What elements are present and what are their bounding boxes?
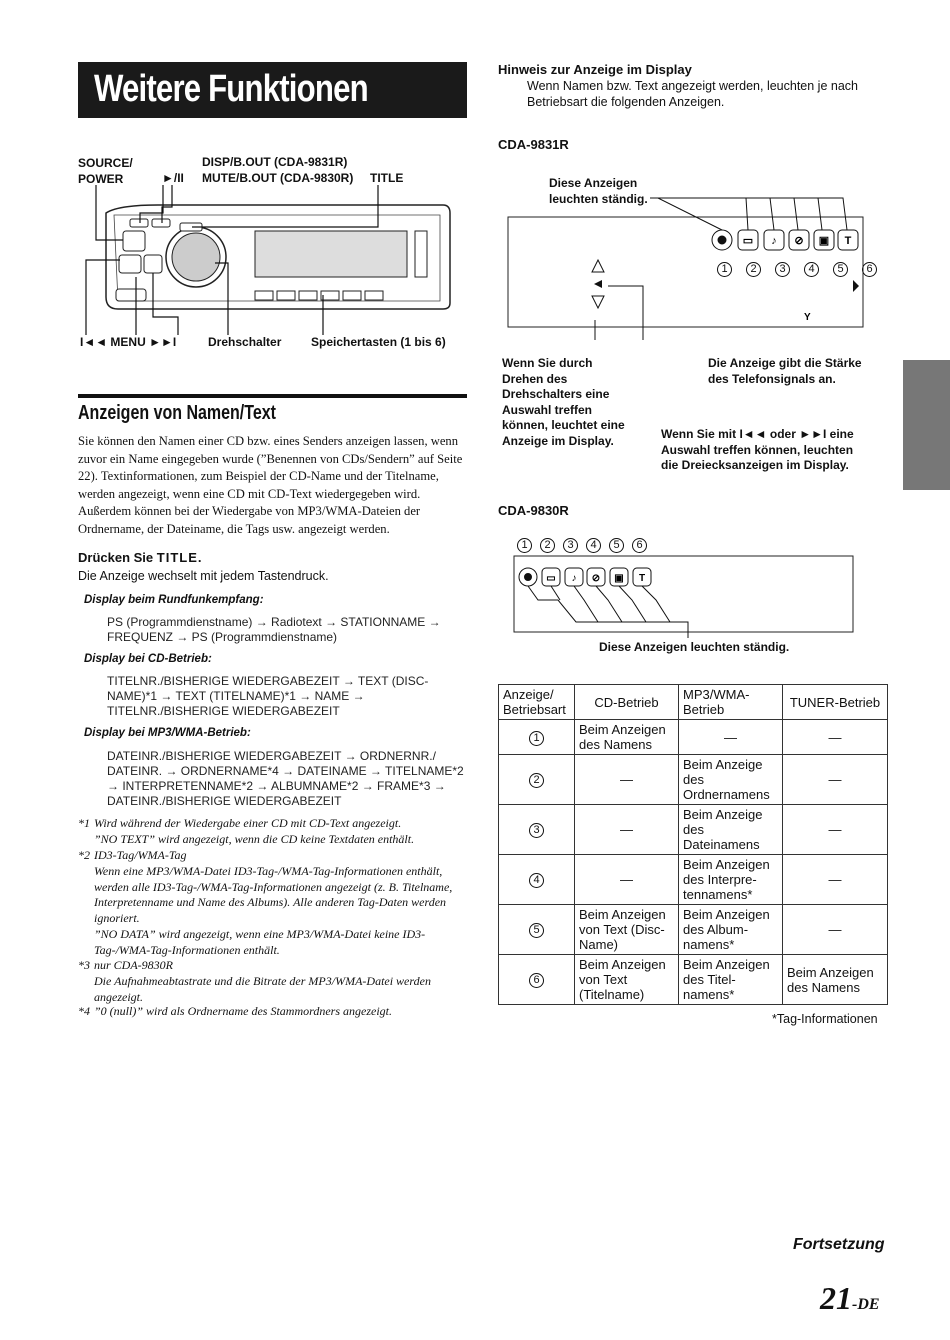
title-key: TITLE <box>156 550 198 565</box>
indicator-number: 1 <box>717 262 732 277</box>
table-cell <box>499 805 575 855</box>
table-cell: Beim Anzeigen von Text (Titelname) <box>575 955 679 1005</box>
model-a-name: CDA-9831R <box>498 137 569 152</box>
table-cell: — <box>783 855 888 905</box>
table-row <box>499 955 888 1005</box>
svg-text:▣: ▣ <box>614 573 624 584</box>
label-mute-9830: MUTE/B.OUT (CDA-9830R) <box>202 171 354 185</box>
model-a-indicator-numbers <box>717 262 877 277</box>
svg-text:♪: ♪ <box>771 235 777 247</box>
head-unit-diagram <box>78 185 467 335</box>
indicator-number: 2 <box>540 538 555 553</box>
row-number: 5 <box>529 923 544 938</box>
row-number: 2 <box>529 773 544 788</box>
label-source-power: SOURCE/ POWER <box>78 156 133 186</box>
row-number: 4 <box>529 873 544 888</box>
indicator-table <box>498 684 888 1005</box>
svg-text:T: T <box>844 235 852 247</box>
intro-paragraph: Sie können den Namen einer CD bzw. eines Senders anzeigen lassen, wenn zuvor ein Name eingegeben wurde (”Benennen von CDs/Sendern” auf Seite 22). Textinformationen, zum Beispiel der CD-Name und der Titelname, werden angezeigt, wenn eine CD mit CD-Text wiedergegeben wird. Außerdem können bei der Wiedergabe von MP3/WMA-Dateien der Ordnername, der Dateiname, die Tags usw. angezeigt werden. <box>78 434 463 536</box>
table-cell: Beim Anzeigen des Album- namens* <box>679 905 783 955</box>
table-cell: Beim Anzeigen von Text (Disc- Name) <box>575 905 679 955</box>
model-a-callout-right: Die Anzeige gibt die Stärke des Telefonsignals an. <box>708 356 862 386</box>
table-cell: Beim Anzeige des Ordnernamens <box>679 755 783 805</box>
svg-text:▭: ▭ <box>546 573 556 584</box>
page-number: 21-DE <box>820 1280 880 1316</box>
table-row <box>499 855 888 905</box>
indicator-number: 4 <box>586 538 601 553</box>
table-note: *Tag-Informationen <box>772 1012 878 1026</box>
section-heading: Anzeigen von Namen/Text <box>78 394 467 425</box>
table-cell: — <box>575 755 679 805</box>
model-b-name: CDA-9830R <box>498 503 569 518</box>
model-a-callout-top: Diese Anzeigen leuchten ständig. <box>549 176 648 206</box>
footnote-1: *1 Wird während der Wiedergabe einer CD mit CD-Text angezeigt. ”NO TEXT” wird angezeigt, wenn die CD keine Textdaten enthält. <box>78 816 415 846</box>
model-a-callout-left: Wenn Sie durch Drehen des Drehschalters eine Auswahl treffen können, leuchtet eine Anzeige im Display. <box>502 356 625 448</box>
mode-heading-cd: Display bei CD-Betrieb: <box>84 653 212 665</box>
table-row <box>499 805 888 855</box>
table-cell <box>499 720 575 755</box>
label-title: TITLE <box>370 171 404 185</box>
table-cell: Beim Anzeigen des Namens <box>783 955 888 1005</box>
table-header: CD-Betrieb <box>575 685 679 720</box>
section-tab-marker <box>903 360 950 490</box>
footnote-2: *2 ID3-Tag/WMA-Tag Wenn eine MP3/WMA-Datei ID3-Tag-/WMA-Tag-Informationen enthält, werden alle ID3-Tag-/WMA-Tag-Informationen angezeigt (z. B. Titelname, Interpretenname und Name des Albums). Alle anderen Tag-Daten werden ignoriert. ”NO DATA” wird angezeigt, wenn eine MP3/WMA-Datei keine ID3-Tag-/WMA-Tag-Informationen enthält. <box>78 848 453 957</box>
table-header: TUNER-Betrieb <box>783 685 888 720</box>
mode-sequence-radio: PS (Programmdienstname) → Radiotext → STATIONNAME → FREQUENZ → PS (Programmdienstname) <box>107 615 441 644</box>
table-cell <box>499 905 575 955</box>
indicator-number: 6 <box>862 262 877 277</box>
mode-sequence-mp3: DATEINR./BISHERIGE WIEDERGABEZEIT → ORDNERNR./ DATEINR. → ORDNERNAME*4 → DATEINAME → TITELNAME*2 → INTERPRETENNAME*2 → ALBUMNAME*2 → FRAME*3 → DATEINR./BISHERIGE WIEDERGABEZEIT <box>107 749 464 808</box>
table-cell: — <box>783 905 888 955</box>
mode-heading-mp3: Display bei MP3/WMA-Betrieb: <box>84 727 251 739</box>
svg-text:⊘: ⊘ <box>591 573 601 584</box>
table-row <box>499 905 888 955</box>
table-cell: — <box>575 855 679 905</box>
indicator-number: 1 <box>517 538 532 553</box>
model-a-callout-bottom: Wenn Sie mit I◄◄ oder ►►I eine Auswahl treffen können, leuchten die Dreiecksanzeigen im Display. <box>661 427 854 473</box>
svg-text:▣: ▣ <box>818 235 830 247</box>
label-speichertasten: Speichertasten (1 bis 6) <box>311 335 446 349</box>
indicator-number: 3 <box>775 262 790 277</box>
svg-text:T: T <box>638 573 646 584</box>
label-play-pause: ►/II <box>162 171 184 185</box>
indicator-number: 3 <box>563 538 578 553</box>
row-number: 1 <box>529 731 544 746</box>
footnote-4: *4 ”0 (null)” wird als Ordnername des Stammordners angezeigt. <box>78 1004 392 1018</box>
table-header: Anzeige/ Betriebsart <box>499 685 575 720</box>
table-header: MP3/WMA- Betrieb <box>679 685 783 720</box>
indicator-number: 6 <box>632 538 647 553</box>
svg-text:▭: ▭ <box>742 235 754 247</box>
table-cell: Beim Anzeige des Dateinamens <box>679 805 783 855</box>
table-cell: Beim Anzeigen des Titel- namens* <box>679 955 783 1005</box>
table-cell <box>499 955 575 1005</box>
label-prev-menu-next: I◄◄ MENU ►►I <box>80 335 177 349</box>
continued-label: Fortsetzung <box>793 1236 885 1253</box>
footnote-3: *3 nur CDA-9830R Die Aufnahmeabtastrate und die Bitrate der MP3/WMA-Datei werden angezeigt. <box>78 958 431 1004</box>
mode-heading-radio: Display beim Rundfunkempfang: <box>84 594 264 606</box>
hint-heading: Hinweis zur Anzeige im Display <box>498 62 692 77</box>
hint-text: Wenn Namen bzw. Text angezeigt werden, leuchten je nach Betriebsart die folgenden Anzeigen. <box>527 79 858 109</box>
table-cell: — <box>783 720 888 755</box>
table-cell: Beim Anzeigen des Interpre- tennamens* <box>679 855 783 905</box>
svg-text:♪: ♪ <box>571 573 577 584</box>
model-b-callout: Diese Anzeigen leuchten ständig. <box>599 640 790 654</box>
table-cell: — <box>783 755 888 805</box>
indicator-number: 4 <box>804 262 819 277</box>
table-cell: — <box>679 720 783 755</box>
page-title: Weitere Funktionen <box>78 62 467 118</box>
table-row <box>499 720 888 755</box>
row-number: 6 <box>529 973 544 988</box>
display-diagram-b <box>498 538 888 638</box>
indicator-number: 5 <box>833 262 848 277</box>
svg-text:Y: Y <box>804 312 811 323</box>
table-cell <box>499 855 575 905</box>
table-cell <box>499 755 575 805</box>
label-drehschalter: Drehschalter <box>208 335 282 349</box>
row-number: 3 <box>529 823 544 838</box>
press-title-instruction: Drücken Sie TITLE. <box>78 550 202 565</box>
indicator-number: 2 <box>746 262 761 277</box>
table-cell: Beim Anzeigen des Namens <box>575 720 679 755</box>
indicator-number: 5 <box>609 538 624 553</box>
model-b-indicator-numbers <box>517 538 647 553</box>
press-note: Die Anzeige wechselt mit jedem Tastendruck. <box>78 569 329 583</box>
table-cell: — <box>783 805 888 855</box>
table-row <box>499 755 888 805</box>
svg-text:⊘: ⊘ <box>794 235 804 247</box>
table-cell: — <box>575 805 679 855</box>
label-disp-9831: DISP/B.OUT (CDA-9831R) <box>202 155 348 169</box>
table-header-row <box>499 685 888 720</box>
mode-sequence-cd: TITELNR./BISHERIGE WIEDERGABEZEIT → TEXT (DISC-NAME)*1 → TEXT (TITELNAME)*1 → NAME → TITELNR./BISHERIGE WIEDERGABEZEIT <box>107 674 429 718</box>
